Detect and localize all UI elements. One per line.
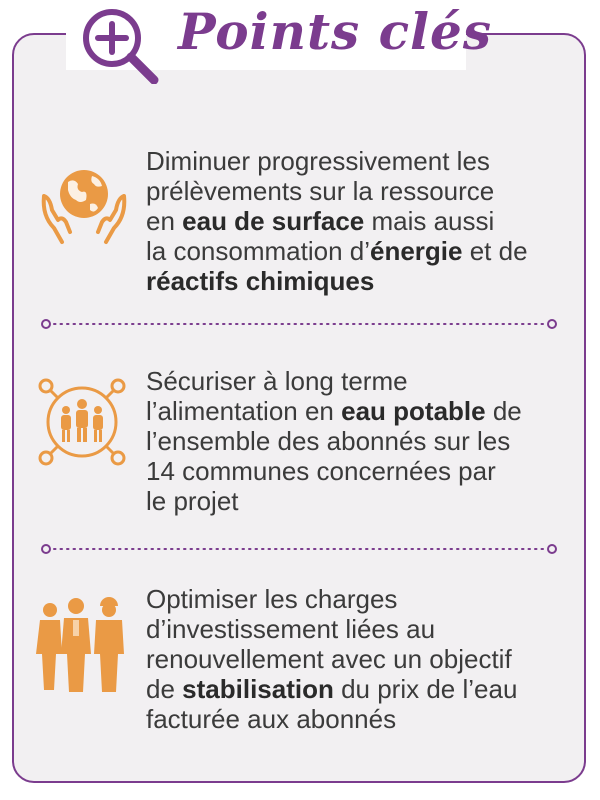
key-point-3-line: d’investissement liées au <box>146 614 436 644</box>
highlight-chemicals: réactifs chimiques <box>146 266 375 296</box>
key-point-3-text <box>146 584 566 734</box>
globe-in-hands-icon <box>38 166 130 248</box>
highlight-stabilisation: stabilisation <box>182 674 334 704</box>
dotted-separator <box>40 318 558 330</box>
workers-group-icon <box>36 596 126 692</box>
key-point-2-line: le projet <box>146 486 239 516</box>
key-point-2-text <box>146 366 566 516</box>
magnifier-plus-icon <box>74 4 164 84</box>
key-point-1-line: la consommation d’énergie et de <box>146 236 528 266</box>
key-point-1-line: en eau de surface mais aussi <box>146 206 495 236</box>
key-point-1-line <box>146 266 566 296</box>
key-point-2-line: 14 communes concernées par <box>146 456 496 486</box>
key-point-1-text <box>146 146 566 296</box>
dotted-separator <box>40 543 558 555</box>
key-point-1-line: prélèvements sur la ressource <box>146 176 495 206</box>
people-network-icon <box>36 376 128 468</box>
key-point-2-line: l’alimentation en eau potable de <box>146 396 522 426</box>
key-point-3-line: facturée aux abonnés <box>146 704 397 734</box>
highlight-energy: énergie <box>370 236 463 266</box>
key-point-3-line: de stabilisation du prix de l’eau <box>146 674 518 704</box>
key-point-2-line: Sécuriser à long terme <box>146 366 408 396</box>
key-point-1-line: Diminuer progressivement les <box>146 146 490 176</box>
key-point-2-line: l’ensemble des abonnés sur les <box>146 426 511 456</box>
key-point-3-line: renouvellement avec un objectif <box>146 644 512 674</box>
key-point-3-line: Optimiser les charges <box>146 584 398 614</box>
page-title: Points clés <box>178 2 493 61</box>
highlight-drinking-water: eau potable <box>341 396 486 426</box>
highlight-surface-water: eau de surface <box>182 206 365 236</box>
